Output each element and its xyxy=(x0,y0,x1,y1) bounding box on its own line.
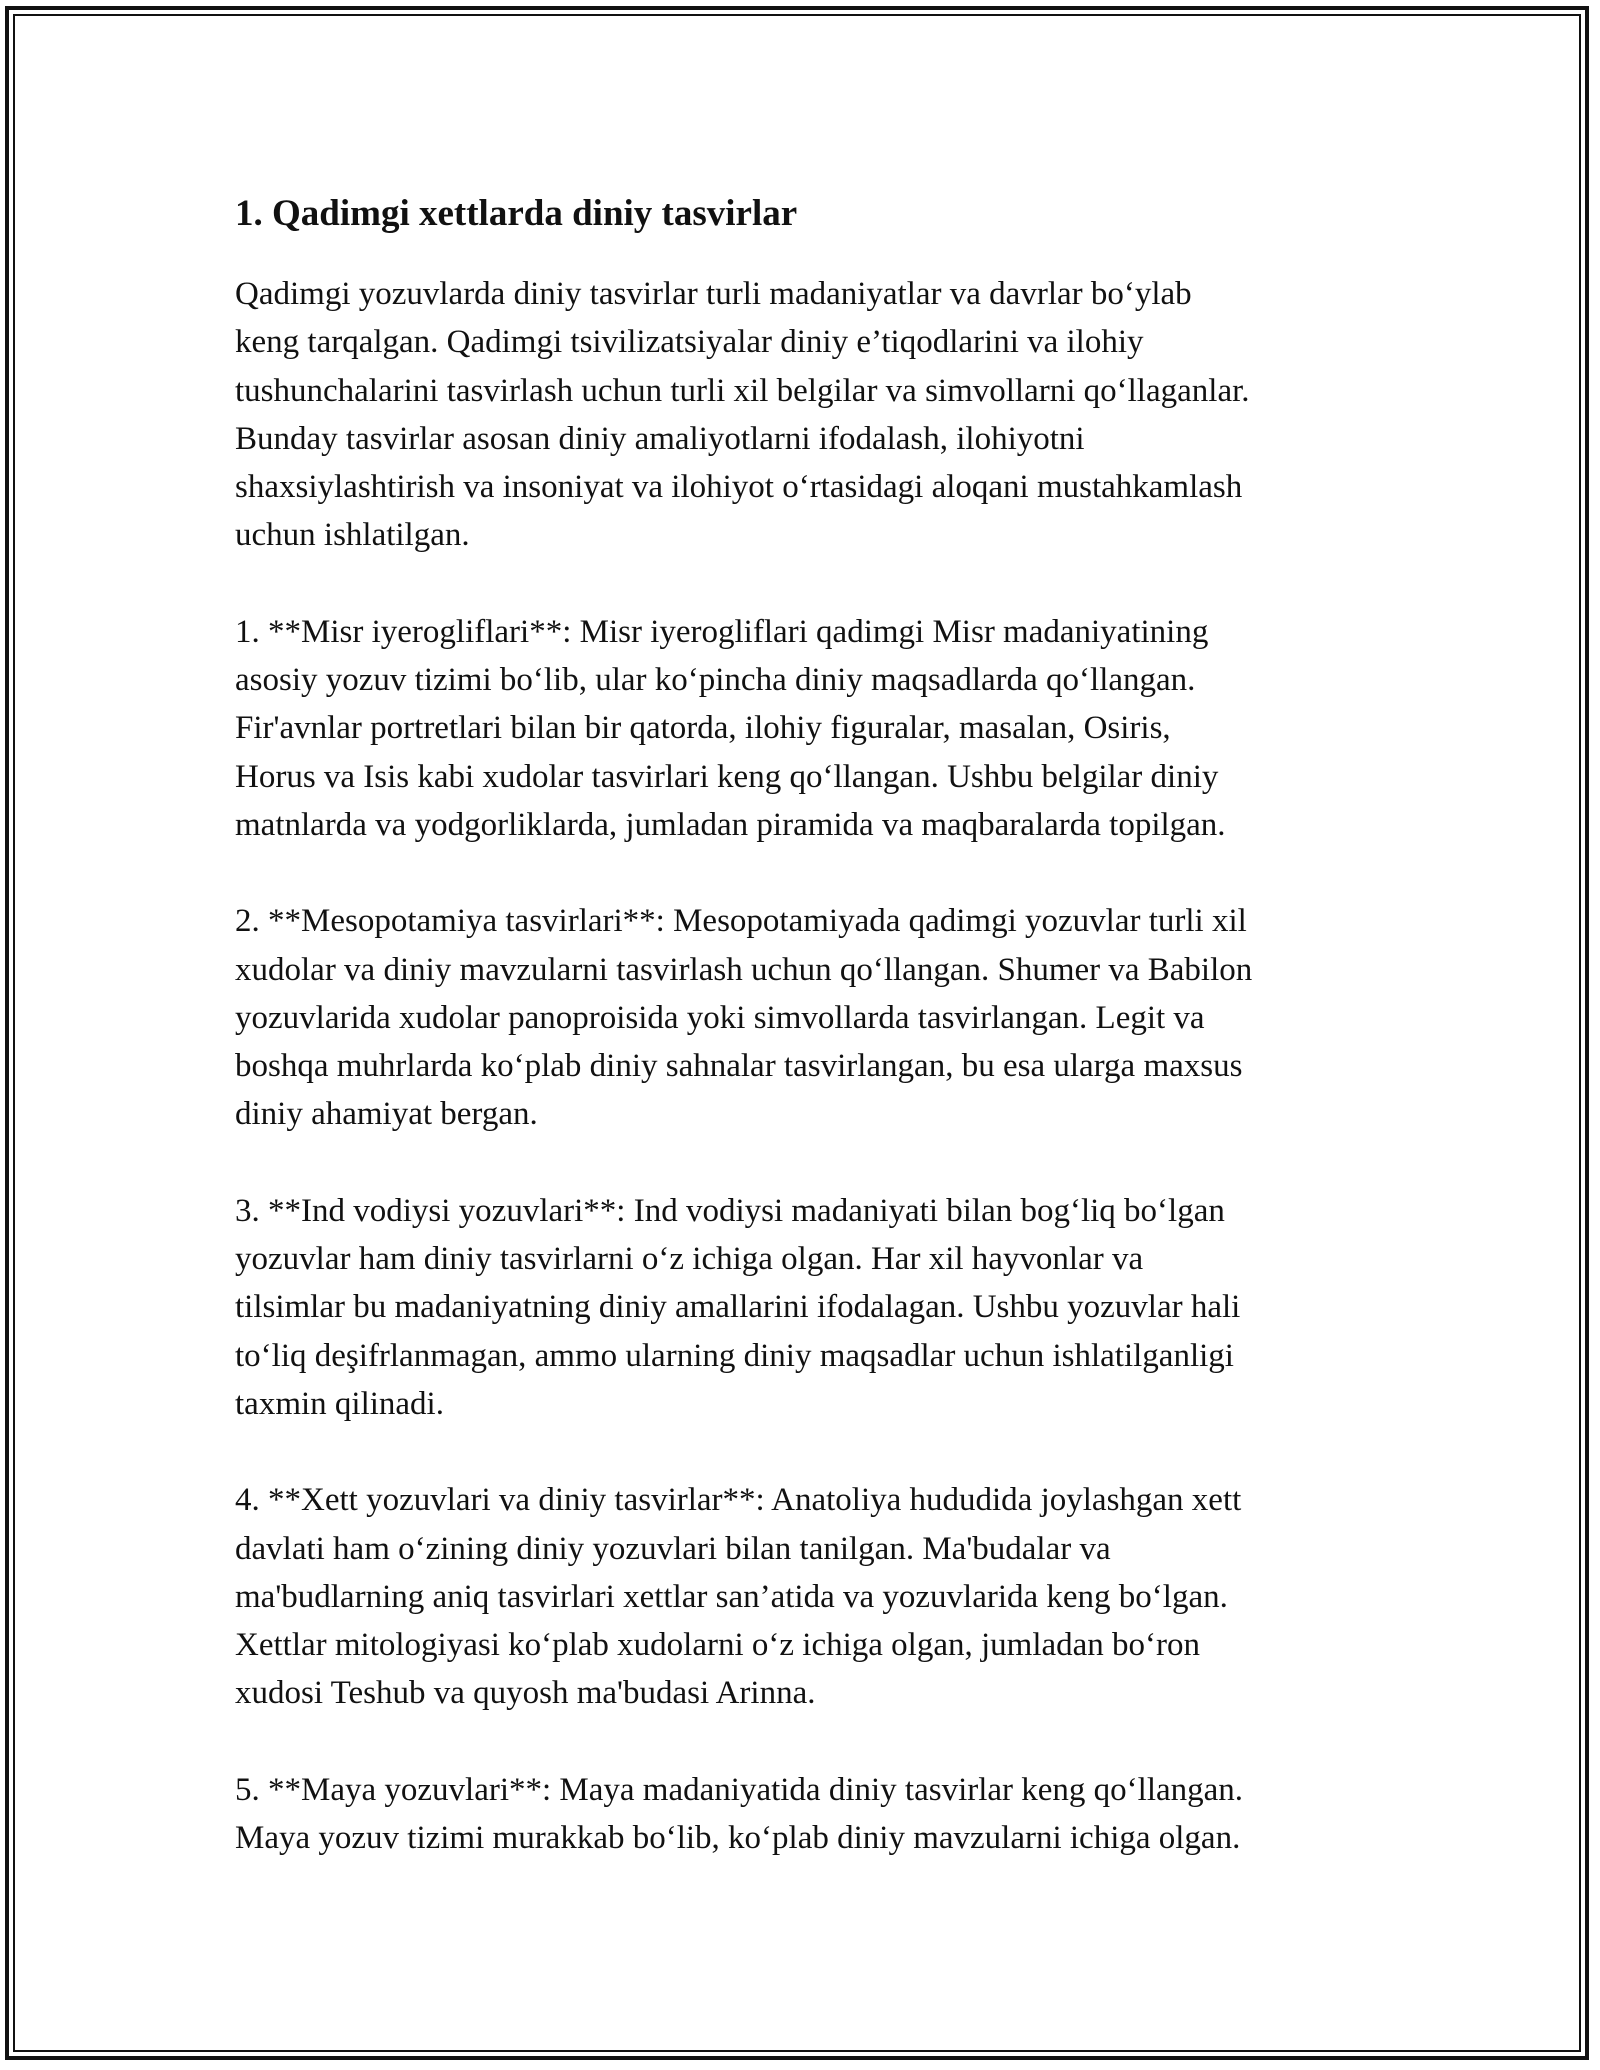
intro-paragraph: Qadimgi yozuvlarda diniy tasvirlar turli madaniyatlar va davrlar bo‘ylab keng tarqalgan. Qadimgi tsivilizatsiyalar diniy e’tiqodlarini va ilohiy tushunchalarini tasvirlash uchun turli xil belgilar va simvollarni qo‘llaganlar. Bunday tasvirlar asosan diniy amaliyotlarni ifodalash, ilohiyotni shaxsiylashtirish va insoniyat va ilohiyot o‘rtasidagi aloqani mustahkamlash uchun ishlatilgan. xyxy=(235,276,1250,554)
paragraph-maya: 5. **Maya yozuvlari**: Maya madaniyatida diniy tasvirlar keng qo‘llangan. Maya yozuv tizimi murakkab bo‘lib, ko‘plab diniy mavzularni ichiga olgan. xyxy=(235,1771,1244,1857)
document-body xyxy=(235,188,1385,1910)
paragraph-mesopotamia: 2. **Mesopotamiya tasvirlari**: Mesopotamiyada qadimgi yozuvlar turli xil xudolar va diniy mavzularni tasvirlash uchun qo‘llangan. Shumer va Babilon yozuvlarida xudolar panoproisida yoki simvollarda tasvirlangan. Legit va boshqa muhrlarda ko‘plab diniy sahnalar tasvirlangan, bu esa ularga maxsus diniy ahamiyat bergan. xyxy=(235,903,1253,1133)
paragraph-egypt-hieroglyphs: 1. **Misr iyerogliflari**: Misr iyerogliflari qadimgi Misr madaniyatining asosiy yozuv tizimi bo‘lib, ular ko‘pincha diniy maqsadlarda qo‘llangan. Fir'avnlar portretlari bilan bir qatorda, ilohiy figuralar, masalan, Osiris, Horus va Isis kabi xudolar tasvirlari keng qo‘llangan. Ushbu belgilar diniy matnlarda va yodgorliklarda, jumladan piramida va maqbaralarda topilgan. xyxy=(235,613,1226,843)
paragraph-hittite: 4. **Xett yozuvlari va diniy tasvirlar**: Anatoliya hududida joylashgan xett davlati ham o‘zining diniy yozuvlari bilan tanilgan. Ma'budalar va ma'budlarning aniq tasvirlari xettlar san’atida va yozuvlarida keng bo‘lgan. Xettlar mitologiyasi ko‘plab xudolarni o‘z ichiga olgan, jumladan bo‘ron xudosi Teshub va quyosh ma'budasi Arinna. xyxy=(235,1482,1242,1712)
section-heading: 1. Qadimgi xettlarda diniy tasvirlar xyxy=(235,193,798,234)
paragraph-indus-valley: 3. **Ind vodiysi yozuvlari**: Ind vodiysi madaniyati bilan bog‘liq bo‘lgan yozuvlar ham diniy tasvirlarni o‘z ichiga olgan. Har xil hayvonlar va tilsimlar bu madaniyatning diniy amallarini ifodalagan. Ushbu yozuvlar hali to‘liq deşifrlanmagan, ammo ularning diniy maqsadlar uchun ishlatilganligi taxmin qilinadi. xyxy=(235,1192,1241,1422)
